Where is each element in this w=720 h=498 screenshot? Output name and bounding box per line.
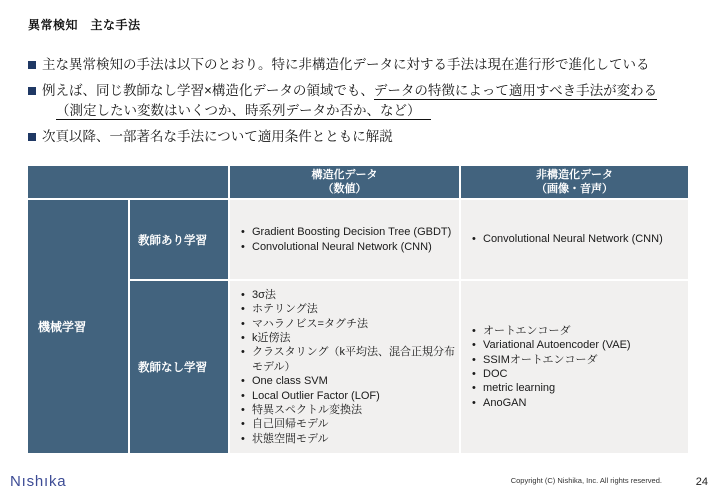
- table-header-unstructured-data: 非構造化データ （画像・音声）: [461, 166, 688, 198]
- method-list: [469, 232, 663, 246]
- list-item: • AnoGAN: [469, 396, 631, 410]
- row-label-unsupervised: 教師なし学習: [130, 281, 228, 453]
- list-item: • DOC: [469, 367, 631, 381]
- list-item: • One class SVM: [238, 374, 455, 388]
- method-list: [238, 288, 455, 446]
- cell-supervised-structured: [230, 200, 459, 279]
- bullet-text-line2: （測定したい変数はいくつか、時系列データか否か、など）: [56, 102, 657, 120]
- list-item: • 状態空間モデル: [238, 432, 455, 446]
- list-item: • ホテリング法: [238, 302, 455, 316]
- bullet-list: [28, 56, 700, 146]
- cell-unsupervised-structured: [230, 281, 459, 453]
- bullet-text: [42, 82, 657, 120]
- page-number: 24: [695, 476, 708, 488]
- cell-supervised-unstructured: [461, 200, 688, 279]
- list-item: • オートエンコーダ: [469, 324, 631, 338]
- page-title: 異常検知 主な手法: [28, 18, 141, 32]
- list-item: • Convolutional Neural Network (CNN): [238, 240, 451, 254]
- methods-table: [28, 166, 688, 453]
- list-item: • Variational Autoencoder (VAE): [469, 338, 631, 352]
- copyright-text: Copyright (C) Nishika, Inc. All rights reserved.: [510, 476, 662, 485]
- list-item: • metric learning: [469, 381, 631, 395]
- cell-unsupervised-unstructured: [461, 281, 688, 453]
- bullet-item-1: [28, 56, 700, 74]
- list-item: • k近傍法: [238, 331, 455, 345]
- list-item: • 3σ法: [238, 288, 455, 302]
- bullet-text: 次頁以降、一部著名な手法について適用条件とともに解説: [42, 129, 393, 144]
- bullet-text-plain: 例えば、同じ教師なし学習×構造化データの領域でも、: [42, 83, 374, 98]
- bullet-square-icon: [28, 133, 36, 141]
- table-header-structured-data: 構造化データ （数値）: [230, 166, 459, 198]
- bullet-square-icon: [28, 61, 36, 69]
- list-item: • Gradient Boosting Decision Tree (GBDT): [238, 225, 451, 239]
- bullet-text: 主な異常検知の手法は以下のとおり。特に非構造化データに対する手法は現在進行形で進化している: [42, 57, 650, 72]
- bullet-item-3: [28, 128, 700, 146]
- list-item: • マハラノビス=タグチ法: [238, 317, 455, 331]
- row-label-supervised: 教師あり学習: [130, 200, 228, 279]
- bullet-square-icon: [28, 87, 36, 95]
- nishika-logo: Nıshıka: [10, 473, 67, 490]
- bullet-item-2: [28, 82, 700, 120]
- table-header-empty-cell: [28, 166, 228, 198]
- method-list: [238, 225, 451, 254]
- bullet-text-underlined: データの特徴によって適用すべき手法が変わる: [373, 83, 658, 98]
- list-item: • SSIMオートエンコーダ: [469, 353, 631, 367]
- row-group-machine-learning: 機械学習: [28, 200, 128, 453]
- list-item: • Convolutional Neural Network (CNN): [469, 232, 663, 246]
- list-item: • 自己回帰モデル: [238, 417, 455, 431]
- list-item: • Local Outlier Factor (LOF): [238, 389, 455, 403]
- method-list: [469, 324, 631, 410]
- list-item: • 特異スペクトル変換法: [238, 403, 455, 417]
- list-item: • クラスタリング（k平均法、混合正規分布モデル）: [238, 345, 455, 374]
